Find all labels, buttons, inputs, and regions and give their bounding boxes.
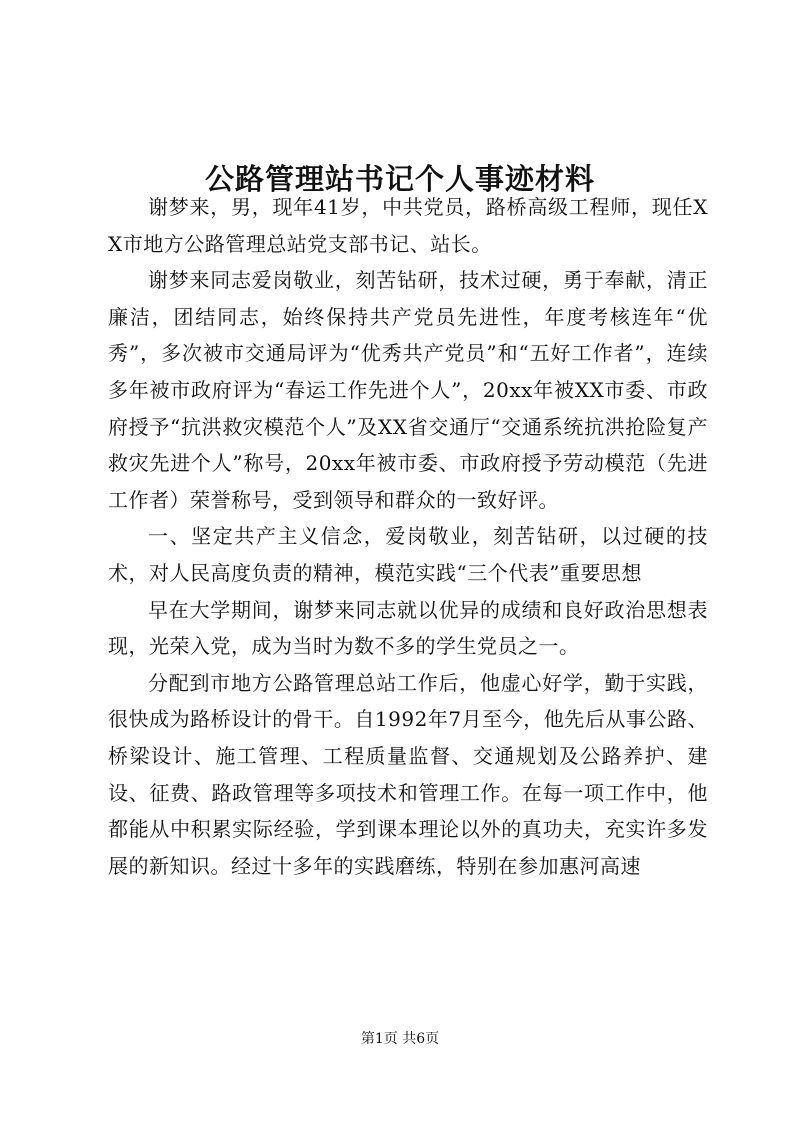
paragraph-college: 早在大学期间，谢梦来同志就以优异的成绩和良好政治思想表现，光荣入党，成为当时为数不多的学生党员之一。 — [108, 597, 708, 659]
document-title: 公路管理站书记个人事迹材料 — [204, 162, 595, 197]
section-heading-1: 一、坚定共产主义信念，爱岗敬业，刻苦钻研，以过硬的技术，对人民高度负责的精神，模范实践“三个代表”重要思想 — [108, 524, 708, 585]
paragraph-summary: 谢梦来同志爱岗敬业，刻苦钻研，技术过硬，勇于奉献，清正廉洁，团结同志，始终保持共产党员先进性，年度考核连年“优秀”，多次被市交通局评为“优秀共产党员”和“五好工作者”，连续多年被市政府评为“春运工作先进个人”，20xx年被XX市委、市政府授予“抗洪救灾模范个人”及XX省交通厅“交通系统抗洪抢险复产救灾先进个人”称号，20xx年被市委、市政府授予劳动模范（先进工作者）荣誉称号，受到领导和群众的一致好评。 — [108, 268, 708, 512]
page-footer: 第1页 共6页 — [360, 1031, 440, 1047]
document-body — [108, 189, 708, 884]
paragraph-intro: 谢梦来，男，现年41岁，中共党员，路桥高级工程师，现任XX市地方公路管理总站党支部书记、站长。 — [108, 195, 708, 256]
paragraph-career: 分配到市地方公路管理总站工作后，他虚心好学，勤于实践，很快成为路桥设计的骨干。自1992年7月至今，他先后从事公路、桥梁设计、施工管理、工程质量监督、交通规划及公路养护、建设、征费、路政管理等多项技术和管理工作。在每一项工作中，他都能从中积累实际经验，学到课本理论以外的真功夫，充实许多发展的新知识。经过十多年的实践磨练，特别在参加惠河高速 — [108, 670, 708, 878]
